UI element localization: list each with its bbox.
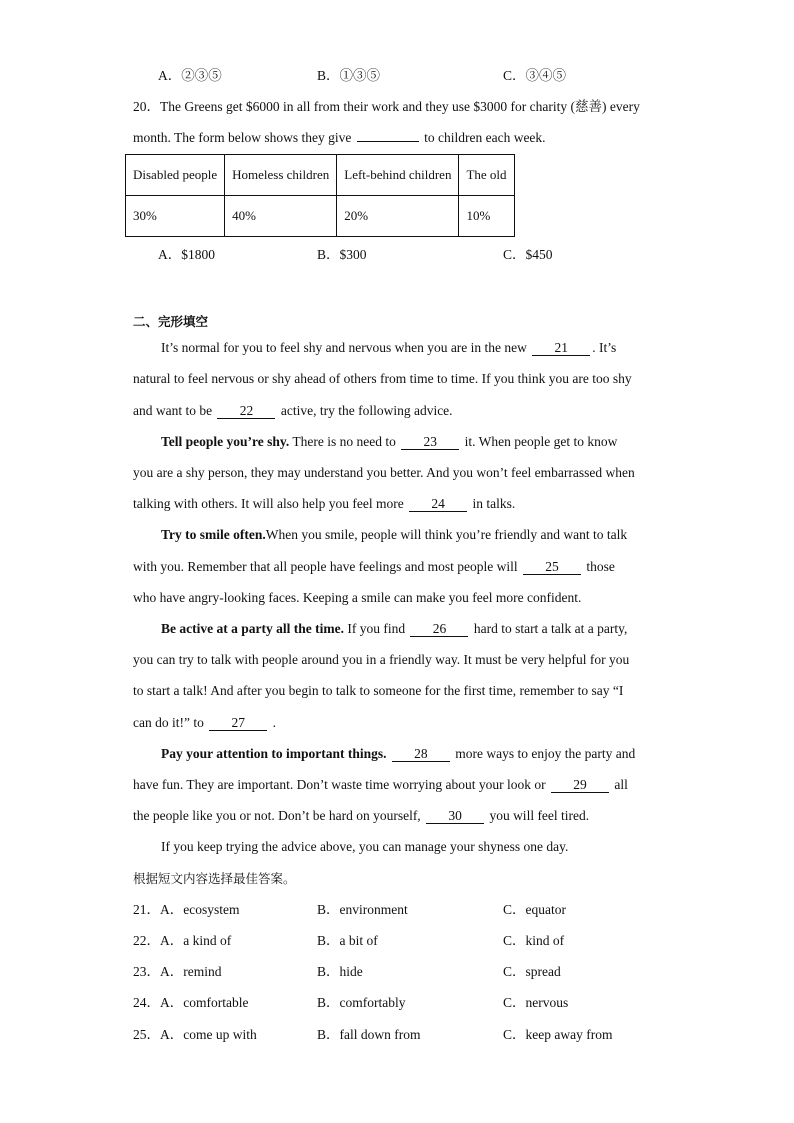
- table-header-cell: The old: [459, 155, 514, 196]
- table-cell: 10%: [459, 196, 514, 237]
- question-option-c: C．nervous: [503, 995, 569, 1010]
- p3-line-3: who have angry-looking faces. Keeping a smile can make you feel more confident.: [133, 590, 582, 605]
- q20-line-2: month. The form below shows they give to children each week.: [133, 130, 546, 145]
- question-option-b: B．environment: [317, 902, 408, 917]
- blank-26: 26: [410, 621, 468, 637]
- q19-option-c: C．③④⑤: [503, 68, 567, 83]
- question-option-b: B．fall down from: [317, 1027, 421, 1042]
- blank-28: 28: [392, 746, 450, 762]
- question-option-b: B．comfortably: [317, 995, 406, 1010]
- question-item: 22．A．a kind of: [133, 933, 232, 948]
- p4-line-3: to start a talk! And after you begin to talk to someone for the first time, remember to say “I: [133, 683, 624, 698]
- q20-blank: [357, 141, 419, 142]
- q20-option-b: B．$300: [317, 247, 367, 262]
- p2-line-1: Tell people you’re shy. There is no need to 23 it. When people get to know: [161, 434, 618, 449]
- section-title: 二、完形填空: [133, 314, 209, 329]
- question-option-c: C．equator: [503, 902, 566, 917]
- question-option-c: C．spread: [503, 964, 561, 979]
- question-option-c: C．kind of: [503, 933, 565, 948]
- table-header-cell: Left-behind children: [337, 155, 459, 196]
- blank-24: 24: [409, 496, 467, 512]
- p2-line-2: you are a shy person, they may understand you better. And you won’t feel embarrassed when: [133, 465, 635, 480]
- blank-30: 30: [426, 808, 484, 824]
- table-header-cell: Homeless children: [225, 155, 337, 196]
- question-option-c: C．keep away from: [503, 1027, 613, 1042]
- blank-21: 21: [532, 340, 590, 356]
- table-cell: 40%: [225, 196, 337, 237]
- p6-line: If you keep trying the advice above, you can manage your shyness one day.: [161, 839, 569, 854]
- p2-line-3: talking with others. It will also help you feel more 24 in talks.: [133, 496, 516, 511]
- blank-29: 29: [551, 777, 609, 793]
- question-option-b: B．hide: [317, 964, 363, 979]
- question-item: 24．A．comfortable: [133, 995, 249, 1010]
- table-row: [126, 155, 515, 196]
- table-header-cell: Disabled people: [126, 155, 225, 196]
- p5-line-3: the people like you or not. Don’t be hard on yourself, 30 you will feel tired.: [133, 808, 590, 823]
- blank-23: 23: [401, 434, 459, 450]
- question-option-b: B．a bit of: [317, 933, 378, 948]
- p4-line-1: Be active at a party all the time. If you find 26 hard to start a talk at a party,: [161, 621, 628, 636]
- q20-option-c: C．$450: [503, 247, 553, 262]
- question-item: 23．A．remind: [133, 964, 222, 979]
- charity-table: [125, 154, 515, 237]
- table-cell: 20%: [337, 196, 459, 237]
- q19-option-a: A．②③⑤: [158, 68, 222, 83]
- p3-line-2: with you. Remember that all people have feelings and most people will 25 those: [133, 559, 615, 574]
- blank-25: 25: [523, 559, 581, 575]
- p1-line-2: natural to feel nervous or shy ahead of others from time to time. If you think you are too shy: [133, 371, 632, 386]
- q19-option-b: B．①③⑤: [317, 68, 381, 83]
- question-item: 25．A．come up with: [133, 1027, 257, 1042]
- q20-line-1: 20．The Greens get $6000 in all from their work and they use $3000 for charity (慈善) every: [133, 99, 640, 114]
- p5-line-2: have fun. They are important. Don’t waste time worrying about your look or 29 all: [133, 777, 628, 792]
- p5-line-1: Pay your attention to important things. 28 more ways to enjoy the party and: [161, 746, 636, 761]
- q20-option-a: A．$1800: [158, 247, 215, 262]
- blank-22: 22: [217, 403, 275, 419]
- p1-line-3: and want to be 22 active, try the following advice.: [133, 403, 453, 418]
- question-item: 21．A．ecosystem: [133, 902, 240, 917]
- p4-line-4: can do it!” to 27 .: [133, 715, 276, 730]
- instruction: 根据短文内容选择最佳答案。: [133, 871, 296, 886]
- table-row: [126, 196, 515, 237]
- table-cell: 30%: [126, 196, 225, 237]
- blank-27: 27: [209, 715, 267, 731]
- p4-line-2: you can try to talk with people around you in a friendly way. It must be very helpful for you: [133, 652, 630, 667]
- p3-line-1: Try to smile often.When you smile, people will think you’re friendly and want to talk: [161, 527, 628, 542]
- p1-line-1: It’s normal for you to feel shy and nervous when you are in the new 21 . It’s: [161, 340, 617, 355]
